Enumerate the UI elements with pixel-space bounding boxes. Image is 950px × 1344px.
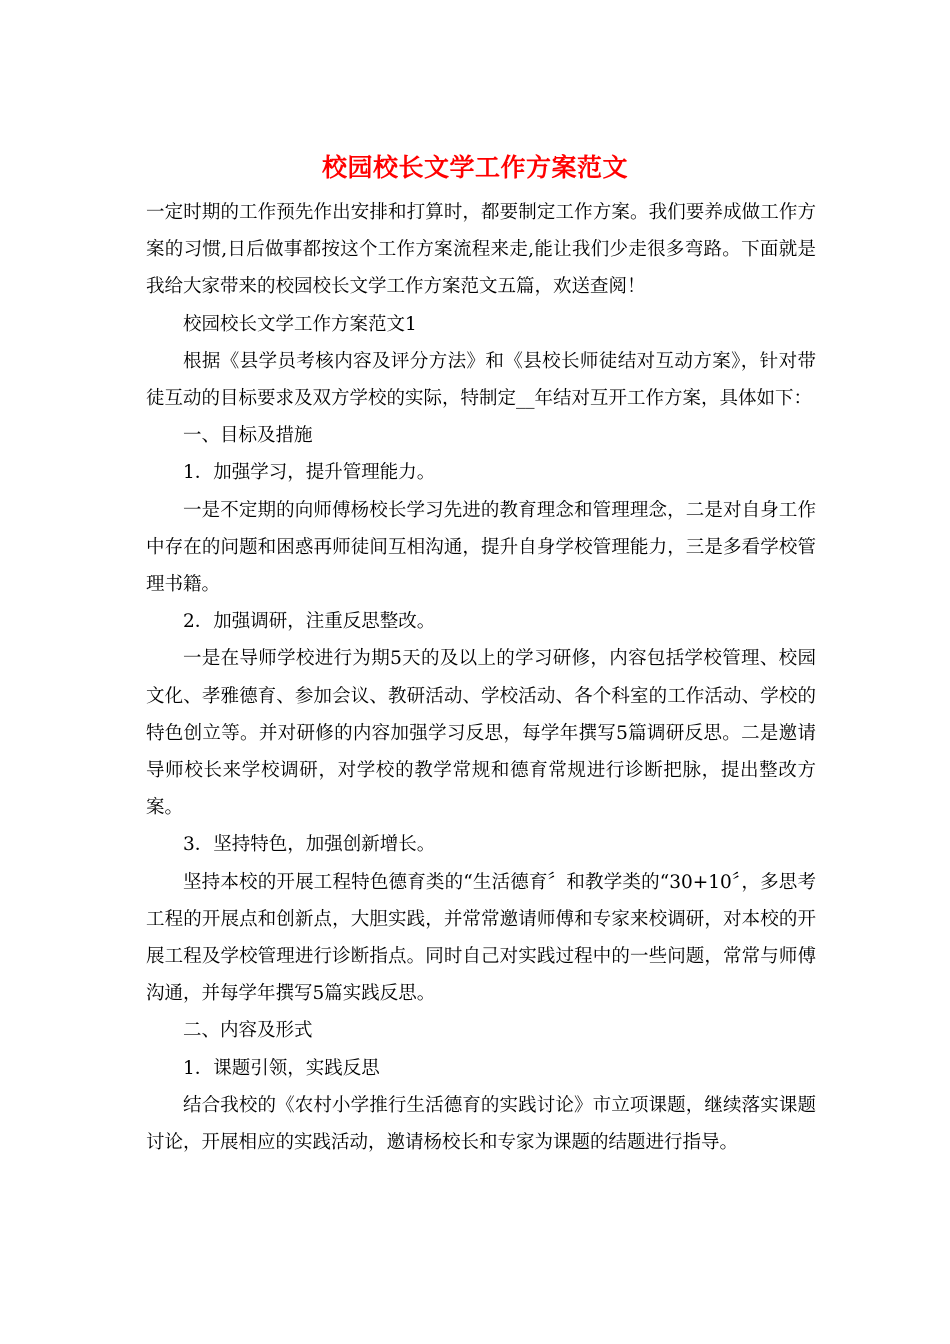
subsection-heading: 2．加强调研，注重反思整改。 [183,611,436,633]
subsection-heading: 1．课题引领，实践反思 [183,1057,380,1079]
paragraph: 一是在导师学校进行为期5天的及以上的学习研修，内容包括学校管理、校园文化、孝雅德育、参加会议、教研活动、学校活动、各个科室的工作活动、学校的特色创立等。并对研修的内容加强学习反思，每学年撰写5篇调研反思。二是邀请导师校长来学校调研，对学校的教学常规和德育常规进行诊断把脉，提出整改方案。 [146,648,816,819]
paragraph: 坚持本校的开展工程特色德育类的“生活德育〞和教学类的“30+10〞，多思考工程的开展点和创新点，大胆实践，并常常邀请师傅和专家来校调研，对本校的开展工程及学校管理进行诊断指点。同时自己对实践过程中的一些问题，常常与师傅沟通，并每学年撰写5篇实践反思。 [146,871,816,1005]
intro-paragraph: 一定时期的工作预先作出安排和打算时，都要制定工作方案。我们要养成做工作方案的习惯,日后做事都按这个工作方案流程来走,能让我们少走很多弯路。下面就是我给大家带来的校园校长文学工作方案范文五篇，欢送查阅！ [146,202,816,298]
document-body [146,194,816,1161]
page-title: 校园校长文学工作方案范文 [321,153,628,182]
paragraph: 根据《县学员考核内容及评分方法》和《县校长师徒结对互动方案》，针对带徒互动的目标要求及双方学校的实际，特制定__年结对互开工作方案，具体如下： [146,350,816,410]
section-heading: 校园校长文学工作方案范文1 [183,313,417,335]
section-heading: 一、目标及措施 [183,425,313,447]
subsection-heading: 3．坚持特色，加强创新增长。 [183,834,436,856]
section-heading: 二、内容及形式 [183,1020,313,1042]
paragraph: 结合我校的《农村小学推行生活德育的实践讨论》市立项课题，继续落实课题讨论，开展相应的实践活动，邀请杨校长和专家为课题的结题进行指导。 [146,1094,816,1154]
subsection-heading: 1．加强学习，提升管理能力。 [183,462,436,484]
paragraph: 一是不定期的向师傅杨校长学习先进的教育理念和管理理念，二是对自身工作中存在的问题和困惑再师徒间互相沟通，提升自身学校管理能力，三是多看学校管理书籍。 [146,499,816,596]
